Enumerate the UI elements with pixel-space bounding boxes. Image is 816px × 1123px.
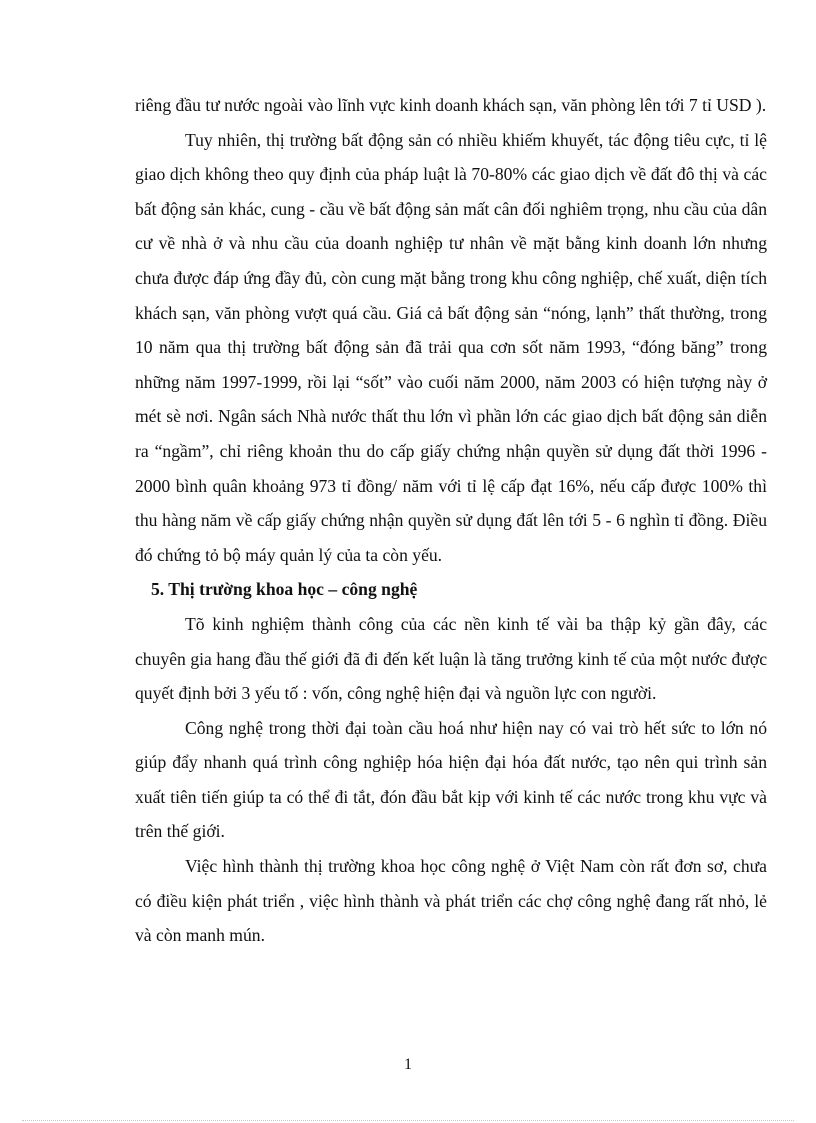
page-number: 1	[404, 1056, 412, 1073]
paragraph-growth-factors: Tõ kinh nghiệm thành công của các nền kinh tế vài ba thập kỷ gần đây, các chuyên gia hang đầu thế giới đã đi đến kết luận là tăng trưởng kinh tế của một nước được quyết định bởi 3 yếu tố : vốn, công nghệ hiện đại và nguồn lực con người.	[135, 613, 767, 704]
paragraph-tech-market-vietnam: Việc hình thành thị trường khoa học công nghệ ở Việt Nam còn rất đơn sơ, chưa có điều kiện phát triển , việc hình thành và phát triển các chợ công nghệ đang rất nhỏ, lẻ và còn manh mún.	[135, 856, 767, 946]
paragraph-technology-role: Công nghệ trong thời đại toàn cầu hoá như hiện nay có vai trò hết sức to lớn nó giúp đẩy nhanh quá trình công nghiệp hóa hiện đại hóa đất nước, tạo nên qui trình sản xuất tiên tiến giúp ta có thể đi tắt, đón đầu bắt kịp với kinh tế các nước trong khu vực và trên thế giới.	[135, 717, 767, 842]
paragraph-real-estate-market-issues: Tuy nhiên, thị trường bất động sản có nhiều khiếm khuyết, tác động tiêu cực, tỉ lệ giao dịch không theo quy định của pháp luật là 70-80% các giao dịch về đất đô thị và các bất động sản khác, cung - cầu về bất động sản mất cân đối nghiêm trọng, nhu cầu của dân cư về nhà ở và nhu cầu của doanh nghiệp tư nhân về mặt bằng kinh doanh lớn nhưng chưa được đáp ứng đầy đủ, còn cung mặt bằng trong khu công nghiệp, chế xuất, diện tích khách sạn, văn phòng vượt quá cầu. Giá cả bất động sản “nóng, lạnh” thất thường, trong 10 năm qua thị trường bất động sản đã trải qua cơn sốt năm 1993, “đóng băng” trong những năm 1997-1999, rồi lại “sốt” vào cuối năm 2000, năm 2003 có hiện tượng này ở mét sè nơi. Ngân sách Nhà nước thất thu lớn vì phần lớn các giao dịch bất động sản diễn ra “ngầm”, chỉ riêng khoản thu do cấp giấy chứng nhận quyền sử dụng đất thời 1996 - 2000 bình quân khoảng 973 tỉ đồng/ năm với tỉ lệ cấp đạt 16%, nếu cấp được 100% thì thu hàng năm về cấp giấy chứng nhận quyền sử dụng đất lên tới 5 - 6 nghìn tỉ đồng. Điều đó chứng tỏ bộ máy quản lý của ta còn yếu.	[135, 129, 767, 565]
section-heading: 5. Thị trường khoa học – công nghệ	[151, 579, 418, 600]
document-body	[135, 88, 767, 953]
page-bottom-divider	[22, 1120, 794, 1121]
paragraph-continuation: riêng đầu tư nước ngoài vào lĩnh vực kinh doanh khách sạn, văn phòng lên tới 7 tỉ USD ).	[135, 95, 767, 115]
